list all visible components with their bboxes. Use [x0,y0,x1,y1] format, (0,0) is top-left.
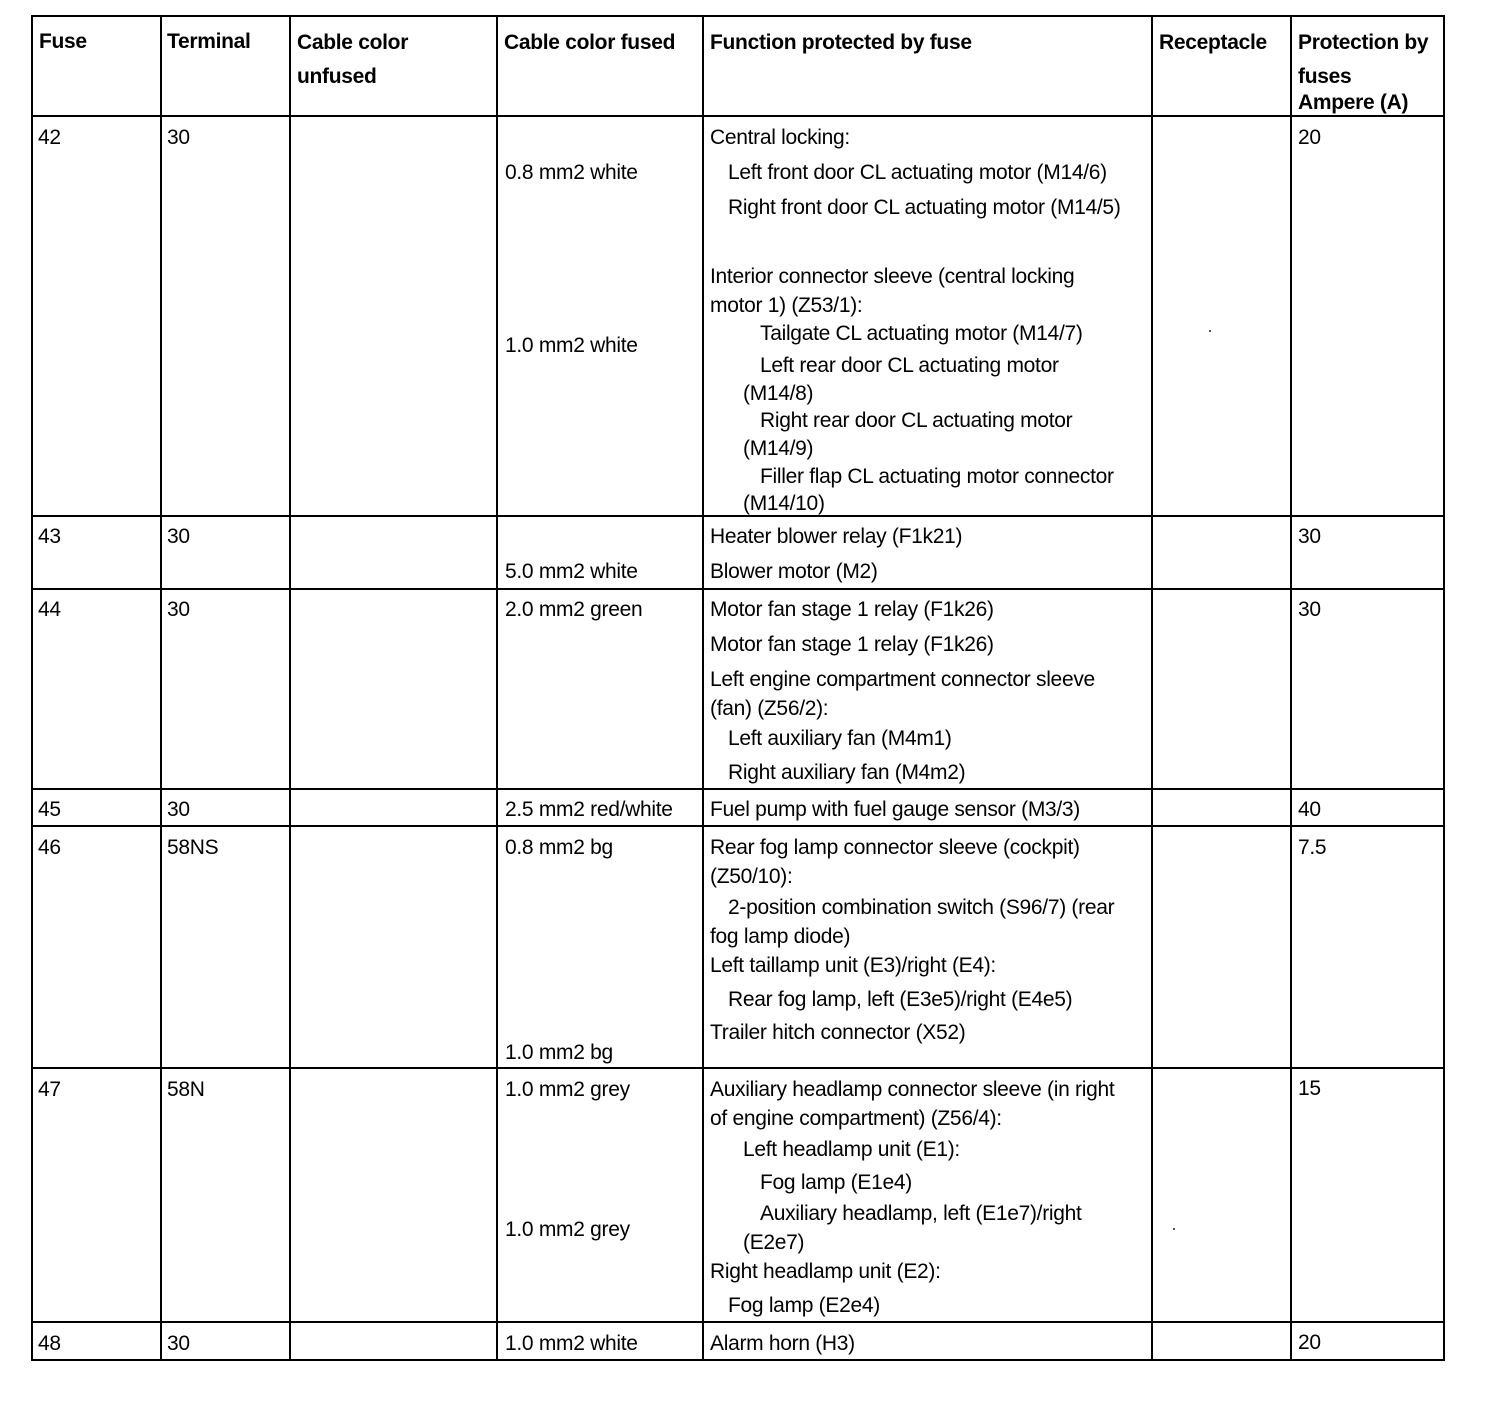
row-rule [31,825,1445,827]
cell-function: Motor fan stage 1 relay (F1k26) [710,598,994,621]
table-border-bottom [31,1359,1445,1361]
header-protection: fuses [1298,65,1352,88]
cell-function: Fog lamp (E1e4) [760,1171,912,1194]
header-terminal: Terminal [167,30,251,53]
cell-fused: 1.0 mm2 white [505,334,638,357]
cell-function: Interior connector sleeve (central locking [710,265,1075,288]
header-unfused: unfused [297,65,377,88]
cell-fused: 1.0 mm2 grey [505,1078,630,1101]
cell-function: Left taillamp unit (E3)/right (E4): [710,954,996,977]
cell-fused: 0.8 mm2 white [505,161,638,184]
row-rule [31,788,1445,790]
cell-function: Right front door CL actuating motor (M14/5) [728,196,1121,219]
cell-function: Auxiliary headlamp, left (E1e7)/right [760,1202,1082,1225]
cell-function: Central locking: [710,126,850,149]
scan-speck [1173,1228,1175,1230]
cell-function: Left rear door CL actuating motor [760,354,1059,377]
table-border-right [1443,15,1445,1361]
column-rule [1290,15,1292,1361]
row-rule [31,1067,1445,1069]
row-rule [31,515,1445,517]
column-rule [289,15,291,1361]
cell-terminal: 30 [167,798,190,821]
cell-fused: 2.0 mm2 green [505,598,643,621]
table-border-left [31,15,33,1361]
cell-function: Fog lamp (E2e4) [728,1294,880,1317]
cell-terminal: 30 [167,1332,190,1355]
cell-function: motor 1) (Z53/1): [710,294,863,317]
cell-function: Filler flap CL actuating motor connector [760,465,1114,488]
header-unfused: Cable color [297,31,409,54]
cell-function: Left engine compartment connector sleeve [710,668,1095,691]
cell-fuse: 43 [38,525,61,548]
cell-function: (M14/10) [743,492,825,515]
cell-function: Right rear door CL actuating motor [760,409,1073,432]
cell-amps: 40 [1298,798,1321,821]
cell-fused: 0.8 mm2 bg [505,836,613,859]
cell-fuse: 44 [38,598,61,621]
column-rule [496,15,498,1361]
cell-terminal: 30 [167,525,190,548]
header-function: Function protected by fuse [710,31,972,54]
cell-function: (M14/8) [743,382,814,405]
cell-terminal: 58NS [167,836,219,859]
column-rule [1151,15,1153,1361]
cell-terminal: 58N [167,1078,205,1101]
cell-function: 2-position combination switch (S96/7) (rear [728,896,1115,919]
cell-amps: 15 [1298,1077,1321,1100]
header-fuse: Fuse [39,30,87,53]
cell-function: Auxiliary headlamp connector sleeve (in right [710,1078,1115,1101]
header-receptacle: Receptacle [1159,31,1267,54]
cell-function: Right headlamp unit (E2): [710,1260,941,1283]
header-protection: Protection by [1298,31,1429,54]
table-border-top [31,15,1445,17]
cell-function: Rear fog lamp connector sleeve (cockpit) [710,836,1080,859]
cell-function: of engine compartment) (Z56/4): [710,1107,1002,1130]
cell-fuse: 42 [38,126,61,149]
cell-amps: 20 [1298,1331,1321,1354]
cell-function: Motor fan stage 1 relay (F1k26) [710,633,994,656]
cell-function: Blower motor (M2) [710,560,878,583]
cell-function: fog lamp diode) [710,925,851,948]
scan-speck [1209,330,1211,332]
cell-fused: 1.0 mm2 bg [505,1041,613,1064]
cell-function: Left headlamp unit (E1): [743,1138,960,1161]
header-fused: Cable color fused [504,31,676,54]
cell-function: (Z50/10): [710,865,793,888]
cell-function: (E2e7) [743,1231,805,1254]
column-rule [702,15,704,1361]
column-rule [160,15,162,1361]
cell-amps: 30 [1298,525,1321,548]
row-rule [31,1321,1445,1323]
cell-function: Left auxiliary fan (M4m1) [728,727,952,750]
cell-fuse: 46 [38,836,61,859]
row-rule [31,588,1445,590]
header-protection: Ampere (A) [1298,91,1409,114]
cell-fuse: 47 [38,1078,61,1101]
cell-terminal: 30 [167,126,190,149]
cell-fuse: 45 [38,798,61,821]
cell-amps: 20 [1298,126,1321,149]
cell-fuse: 48 [38,1332,61,1355]
cell-function: Fuel pump with fuel gauge sensor (M3/3) [710,798,1080,821]
cell-function: Rear fog lamp, left (E3e5)/right (E4e5) [728,988,1073,1011]
cell-fused: 5.0 mm2 white [505,560,638,583]
cell-terminal: 30 [167,598,190,621]
cell-function: Left front door CL actuating motor (M14/6) [728,161,1107,184]
cell-amps: 7.5 [1298,836,1327,859]
cell-fused: 1.0 mm2 white [505,1332,638,1355]
cell-function: Trailer hitch connector (X52) [710,1021,966,1044]
cell-amps: 30 [1298,598,1321,621]
cell-function: (fan) (Z56/2): [710,697,829,720]
cell-function: (M14/9) [743,437,814,460]
header-rule [31,115,1445,117]
cell-fused: 2.5 mm2 red/white [505,798,673,821]
cell-function: Tailgate CL actuating motor (M14/7) [760,322,1083,345]
cell-function: Heater blower relay (F1k21) [710,525,963,548]
cell-fused: 1.0 mm2 grey [505,1218,630,1241]
cell-function: Alarm horn (H3) [710,1332,855,1355]
cell-function: Right auxiliary fan (M4m2) [728,761,966,784]
